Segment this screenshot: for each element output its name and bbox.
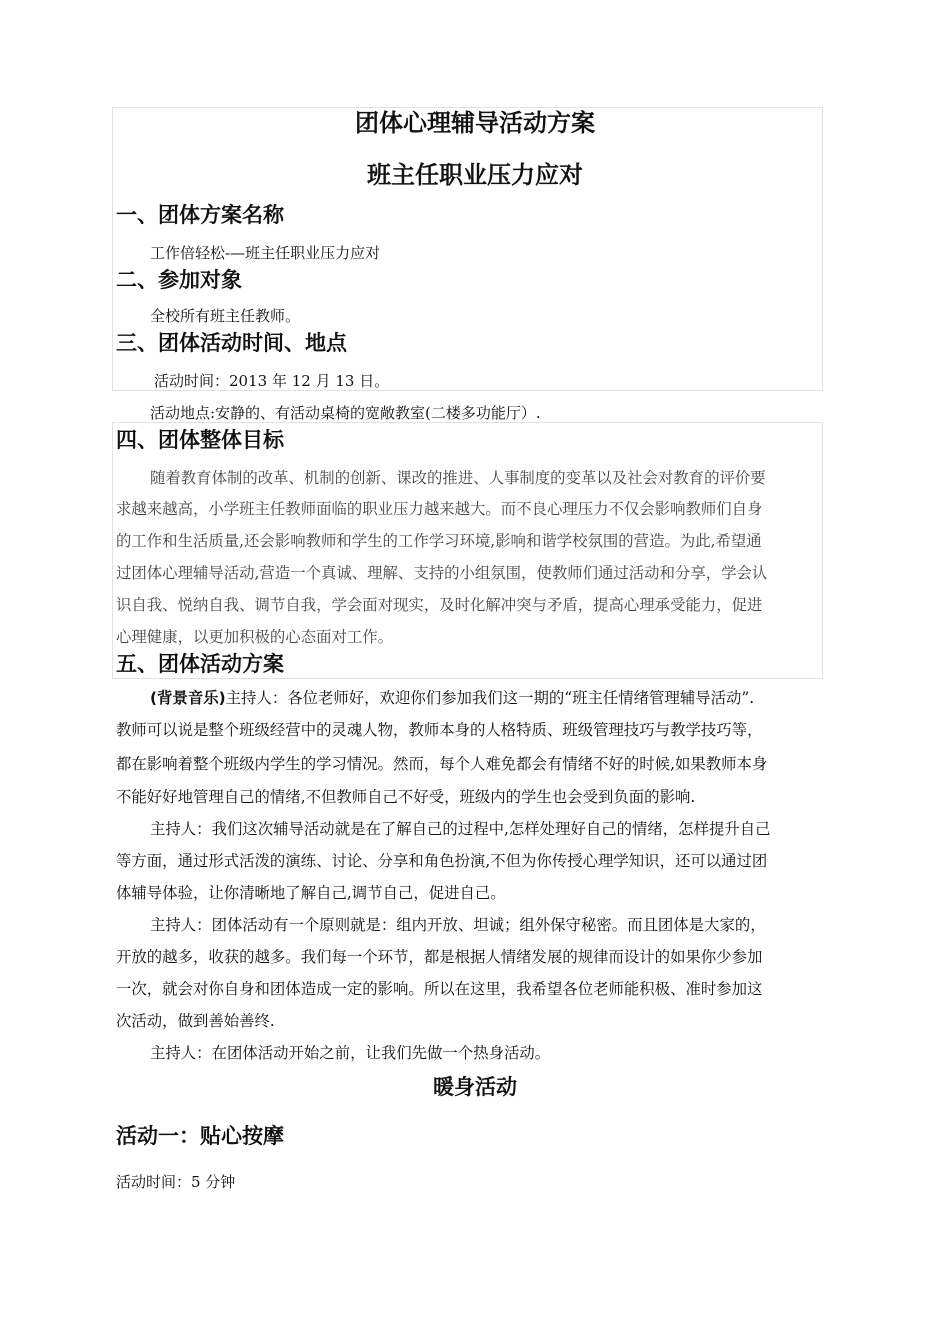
- activity-one-time: 活动时间：5 分钟: [116, 1173, 236, 1191]
- section-heading-4: 四、团体整体目标: [116, 428, 284, 452]
- section-2-text: 全校所有班主任教师。: [150, 307, 301, 325]
- plan-line: 主持人：团体活动有一个原则就是：组内开放、坦诚；组外保守秘密。而且团体是大家的，: [150, 916, 766, 934]
- page-title: 团体心理辅导活动方案: [355, 109, 595, 137]
- section-heading-2: 二、参加对象: [116, 268, 242, 292]
- plan-line: 不能好好地管理自己的情绪,不但教师自己不好受，班级内的学生也会受到负面的影响.: [116, 788, 696, 806]
- activity-place: 活动地点:安静的、有活动桌椅的宽敞教室(二楼多功能厅）.: [150, 404, 541, 422]
- goal-line: 的工作和生活质量,还会影响教师和学生的工作学习环境,影响和谐学校氛围的营造。为此,希望通: [116, 532, 762, 550]
- plan-line: 等方面，通过形式活泼的演练、讨论、分享和角色扮演,不但为你传授心理学知识，还可以通过团: [116, 852, 768, 870]
- goal-line: 识自我、悦纳自我、调节自我，学会面对现实，及时化解冲突与矛盾，提高心理承受能力，促进: [116, 596, 763, 614]
- section-1-text: 工作倍轻松-—班主任职业压力应对: [150, 244, 381, 262]
- section-heading-5: 五、团体活动方案: [116, 652, 284, 676]
- plan-line: 一次，就会对你自身和团体造成一定的影响。所以在这里，我希望各位老师能积极、准时参加这: [116, 980, 763, 998]
- plan-line: 都在影响着整个班级内学生的学习情况。然而，每个人难免都会有情绪不好的时候,如果教师本身: [116, 755, 768, 773]
- plan-line: 体辅导体验，让你清晰地了解自己,调节自己，促进自己。: [116, 884, 506, 902]
- goal-line: 随着教育体制的改革、机制的创新、课改的推进、人事制度的变革以及社会对教育的评价要: [150, 469, 766, 487]
- plan-line: 开放的越多，收获的越多。我们每一个环节，都是根据人情绪发展的规律而设计的如果你少参加: [116, 948, 763, 966]
- section-heading-3: 三、团体活动时间、地点: [116, 331, 347, 355]
- plan-paragraph-1-first-line: [150, 686, 754, 708]
- activity-one-heading: 活动一：贴心按摩: [116, 1124, 284, 1148]
- plan-line: 次活动，做到善始善终.: [116, 1012, 275, 1030]
- section-heading-1: 一、团体方案名称: [116, 203, 284, 227]
- goal-line: 过团体心理辅导活动,营造一个真诚、理解、支持的小组氛围，使教师们通过活动和分享，学会认: [116, 564, 768, 582]
- warmup-heading: 暖身活动: [433, 1075, 517, 1099]
- background-music-tag: (背景音乐): [150, 689, 226, 707]
- plan-line: 教师可以说是整个班级经营中的灵魂人物，教师本身的人格特质、班级管理技巧与教学技巧等，: [116, 721, 763, 739]
- activity-time: 活动时间：2013 年 12 月 13 日。: [154, 372, 390, 390]
- goal-line: 求越来越高，小学班主任教师面临的职业压力越来越大。而不良心理压力不仅会影响教师们自身: [116, 500, 763, 518]
- host-intro-text: 主持人：各位老师好，欢迎你们参加我们这一期的“班主任情绪管理辅导活动”.: [225, 689, 755, 707]
- plan-line: 主持人：我们这次辅导活动就是在了解自己的过程中,怎样处理好自己的情绪，怎样提升自己: [150, 820, 771, 838]
- plan-line: 主持人：在团体活动开始之前，让我们先做一个热身活动。: [150, 1044, 551, 1062]
- page-subtitle: 班主任职业压力应对: [367, 161, 583, 189]
- goal-line: 心理健康，以更加积极的心态面对工作。: [116, 628, 394, 646]
